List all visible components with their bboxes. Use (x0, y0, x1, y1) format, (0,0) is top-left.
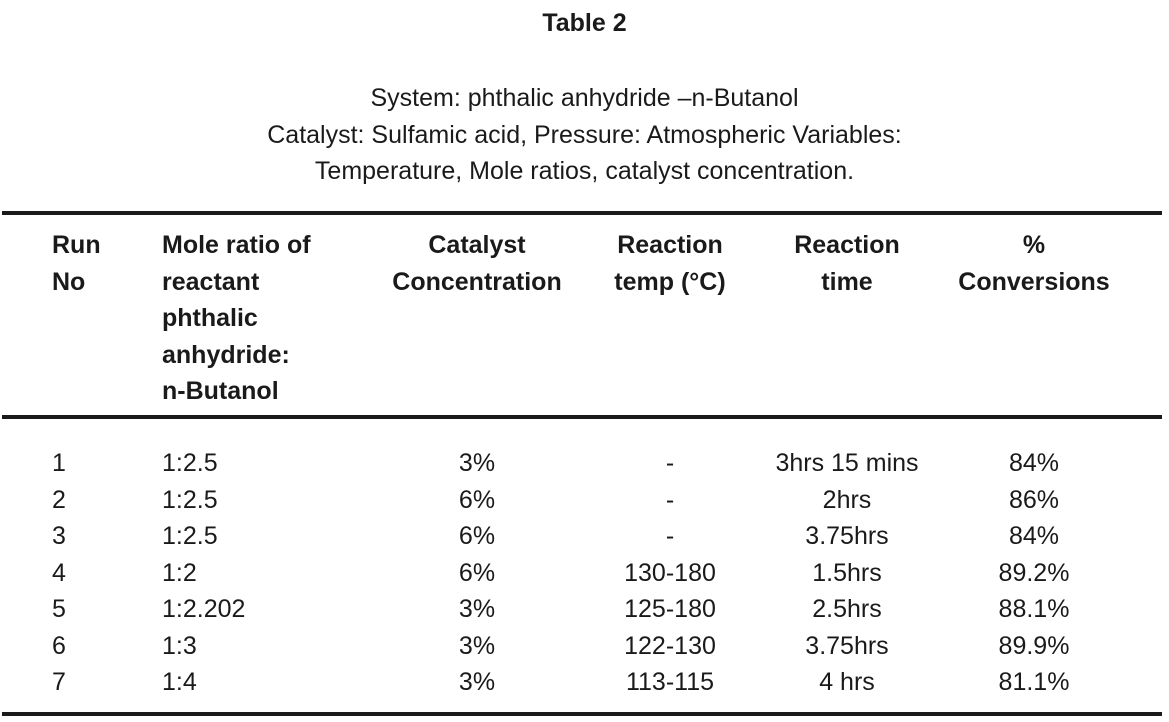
header-line: anhydride: (162, 340, 290, 369)
cell-time: 3hrs 15 mins (775, 449, 919, 477)
cell-mole-ratio: 1:3 (162, 631, 197, 660)
header-conversions (944, 227, 1124, 300)
cell-catalyst: 6% (458, 522, 496, 550)
header-line: n-Butanol (162, 377, 279, 405)
cell-temp: - (665, 522, 675, 550)
cell-mole-ratio: 1:2.5 (162, 449, 218, 477)
cell-run-no: 3 (52, 522, 66, 550)
cell-conversion: 86% (1008, 485, 1060, 514)
caption-line: System: phthalic anhydride –n-Butanol (370, 84, 799, 112)
cell-catalyst: 3% (458, 631, 496, 660)
cell-run-no: 5 (52, 595, 66, 623)
cell-mole-ratio: 1:2.5 (162, 485, 218, 514)
cell-catalyst: 6% (458, 485, 496, 514)
table-title: Table 2 (542, 9, 627, 37)
header-line: Mole ratio of (162, 231, 311, 259)
cell-time: 4 hrs (819, 668, 875, 696)
cell-temp: - (665, 485, 675, 514)
header-reaction-time (772, 227, 922, 300)
header-line: time (821, 267, 873, 296)
cell-time: 3.75hrs (805, 522, 889, 550)
header-catalyst-concentration (377, 227, 577, 300)
cell-run-no: 7 (52, 668, 66, 696)
cell-temp: 125-180 (624, 595, 716, 623)
cell-mole-ratio: 1:2.202 (162, 595, 246, 623)
header-line: Reaction (794, 231, 900, 259)
cell-catalyst: 6% (458, 558, 496, 587)
cell-conversion: 89.9% (998, 631, 1070, 660)
cell-conversion: 89.2% (998, 558, 1070, 587)
cell-time: 1.5hrs (812, 558, 882, 587)
header-line: Catalyst (428, 231, 526, 259)
header-line: No (52, 267, 86, 296)
cell-conversion: 84% (1008, 522, 1060, 550)
table-bottom-rule (2, 712, 1162, 716)
cell-time: 2.5hrs (812, 595, 882, 623)
cell-run-no: 6 (52, 631, 66, 660)
cell-catalyst: 3% (458, 668, 496, 696)
cell-temp: 130-180 (624, 558, 716, 587)
caption-line: Catalyst: Sulfamic acid, Pressure: Atmospheric Variables: (267, 120, 902, 149)
caption-line: Temperature, Mole ratios, catalyst concentration. (314, 157, 855, 185)
header-line: % (1022, 231, 1046, 259)
cell-conversion: 81.1% (998, 668, 1070, 696)
header-line: reactant (162, 267, 260, 296)
header-line: Concentration (392, 267, 562, 296)
cell-run-no: 4 (52, 558, 66, 587)
cell-time: 2hrs (822, 485, 872, 514)
cell-mole-ratio: 1:4 (162, 668, 197, 696)
header-line: phthalic (162, 304, 258, 332)
header-line: Conversions (958, 267, 1110, 296)
header-reaction-temp (595, 227, 745, 300)
cell-conversion: 88.1% (998, 595, 1070, 623)
cell-temp: - (665, 449, 675, 477)
cell-run-no: 2 (52, 485, 66, 514)
cell-temp: 122-130 (624, 631, 716, 660)
header-run-no (52, 227, 101, 300)
table-top-rule (2, 211, 1162, 215)
cell-time: 3.75hrs (805, 631, 889, 660)
table-header-rule (2, 415, 1162, 419)
header-mole-ratio (162, 227, 311, 410)
cell-catalyst: 3% (458, 595, 496, 623)
header-line: Reaction (617, 231, 723, 259)
cell-temp: 113-115 (625, 668, 715, 696)
header-line: Run (52, 231, 101, 259)
header-line: temp (°C) (614, 267, 726, 296)
cell-catalyst: 3% (458, 449, 496, 477)
cell-mole-ratio: 1:2.5 (162, 522, 218, 550)
cell-mole-ratio: 1:2 (162, 558, 197, 587)
cell-conversion: 84% (1008, 449, 1060, 477)
cell-run-no: 1 (52, 449, 66, 477)
table-caption (0, 80, 1169, 190)
